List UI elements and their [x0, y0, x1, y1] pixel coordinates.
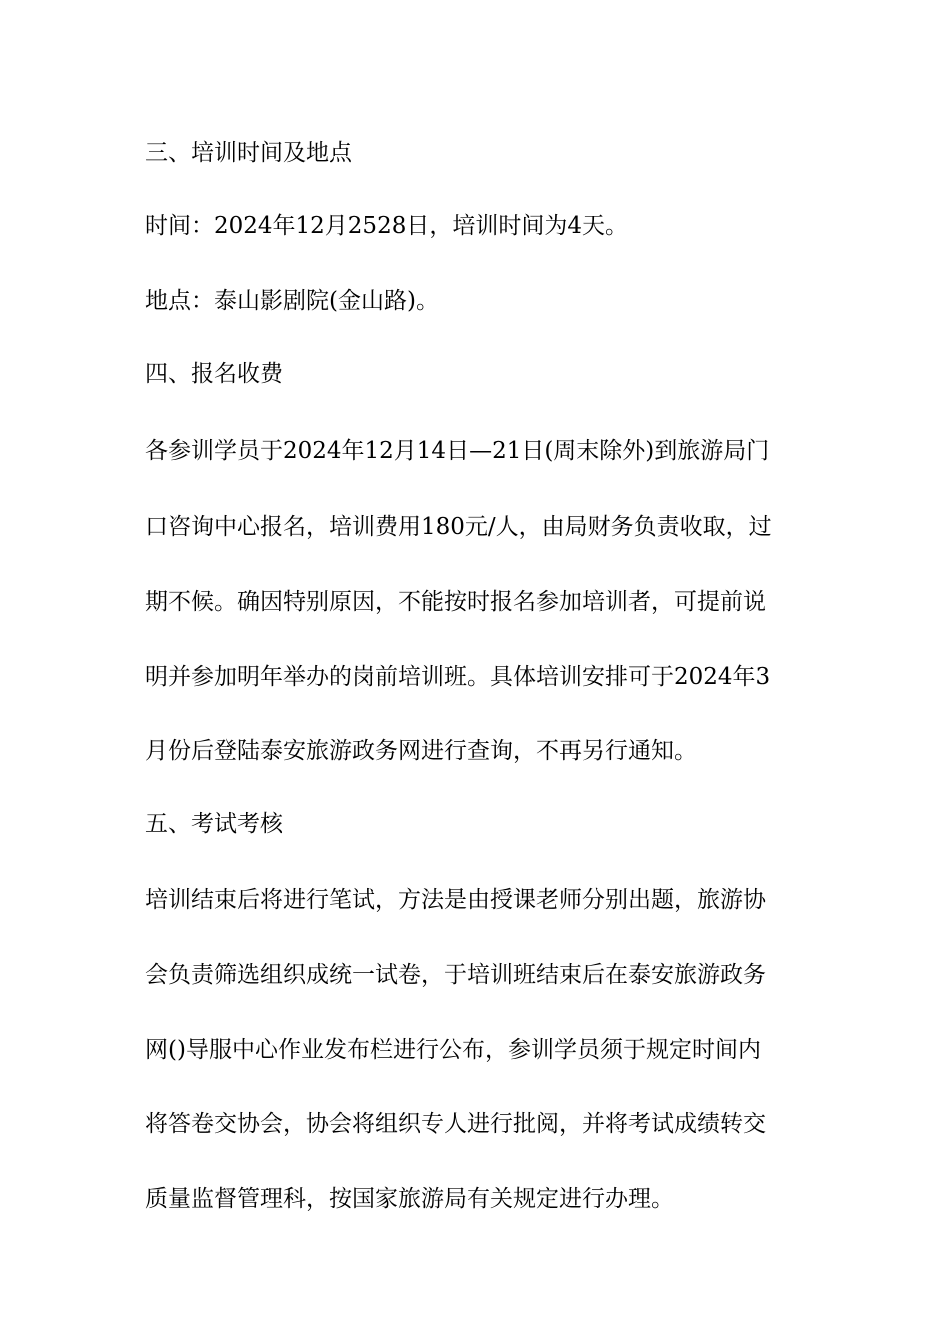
section-4-heading: 四、报名收费	[145, 361, 283, 387]
training-time: 时间：2024年12月2528日，培训时间为4天。	[145, 213, 628, 239]
section-5-heading: 五、考试考核	[145, 811, 283, 837]
section-4-line-3: 期不候。确因特别原因，不能按时报名参加培训者，可提前说	[145, 589, 766, 615]
section-5-line-5: 质量监督管理科，按国家旅游局有关规定进行办理。	[145, 1186, 674, 1212]
section-4-line-2: 口咨询中心报名，培训费用180元/人，由局财务负责收取，过	[145, 514, 772, 540]
section-4-line-5: 月份后登陆泰安旅游政务网进行查询，不再另行通知。	[145, 738, 697, 764]
training-location: 地点：泰山影剧院(金山路)。	[145, 288, 439, 314]
section-4-line-4: 明并参加明年举办的岗前培训班。具体培训安排可于2024年3	[145, 664, 771, 690]
section-5-line-3: 网()导服中心作业发布栏进行公布，参训学员须于规定时间内	[145, 1037, 761, 1063]
section-3-heading: 三、培训时间及地点	[145, 140, 352, 166]
section-5-line-1: 培训结束后将进行笔试，方法是由授课老师分别出题，旅游协	[145, 887, 766, 913]
section-5-line-2: 会负责筛选组织成统一试卷，于培训班结束后在泰安旅游政务	[145, 962, 766, 988]
section-4-line-1: 各参训学员于2024年12月14日—21日(周末除外)到旅游局门	[145, 438, 770, 464]
section-5-line-4: 将答卷交协会，协会将组织专人进行批阅，并将考试成绩转交	[145, 1111, 766, 1137]
